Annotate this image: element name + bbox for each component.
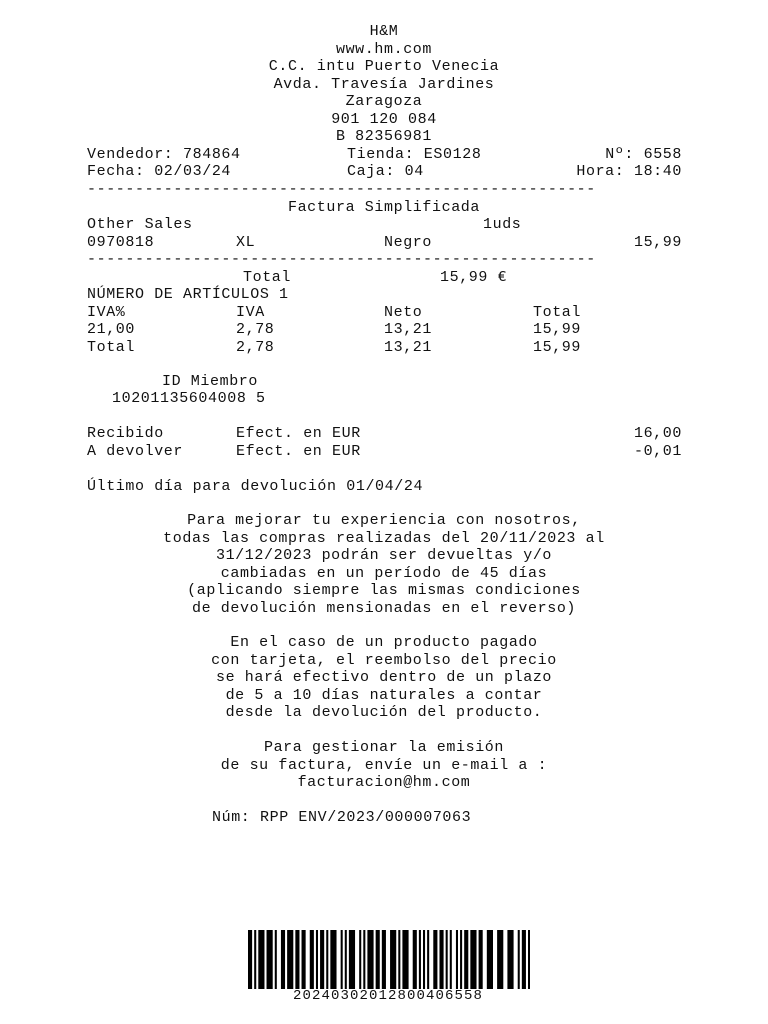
barcode-number: 20240302012800406558 (246, 989, 530, 1003)
barcode-bar (507, 930, 513, 998)
promo-line: Para mejorar tu experiencia con nosotros, (187, 512, 581, 529)
till-number: Caja: 04 (347, 163, 424, 180)
barcode-bar (497, 930, 503, 998)
promo-line: cambiadas en un período de 45 días (220, 565, 548, 582)
tax-cell: 2,78 (236, 339, 275, 356)
receipt-number: Nº: 6558 (605, 146, 682, 163)
change-label: A devolver (87, 443, 184, 460)
tax-cell: 21,00 (87, 321, 136, 338)
item-category: Other Sales (87, 216, 193, 233)
item-size: XL (236, 234, 256, 251)
seller-id: Vendedor: 784864 (87, 146, 241, 163)
tax-cell: 15,99 (533, 339, 582, 356)
change-amount: -0,01 (633, 443, 682, 460)
received-label: Recibido (87, 425, 164, 442)
tax-header-vat: IVA (236, 304, 265, 321)
store-name: C.C. intu Puerto Venecia (268, 58, 500, 75)
received-method: Efect. en EUR (236, 425, 361, 442)
item-color: Negro (384, 234, 433, 251)
received-amount: 16,00 (633, 425, 682, 442)
invoice-line: de su factura, envíe un e-mail a : (220, 757, 548, 774)
refund-line: con tarjeta, el reembolso del precio (211, 652, 557, 669)
tax-header-total: Total (533, 304, 582, 321)
refund-line: desde la devolución del producto. (225, 704, 543, 721)
tax-cell: Total (87, 339, 136, 356)
promo-line: (aplicando siempre las mismas condiciones (187, 582, 581, 599)
total-label: Total (243, 269, 292, 286)
store-website: www.hm.com (335, 41, 432, 58)
tax-cell: 2,78 (236, 321, 275, 338)
invoice-title: Factura Simplificada (287, 199, 481, 216)
article-count: NÚMERO DE ARTÍCULOS 1 (87, 286, 289, 303)
barcode-bar (522, 930, 526, 998)
promo-line: 31/12/2023 podrán ser devueltas y/o (215, 547, 553, 564)
barcode-bar (487, 930, 493, 998)
barcode-bar (267, 930, 273, 998)
return-deadline: Último día para devolución 01/04/24 (87, 478, 424, 495)
separator: ----------------------------------------------------- (87, 251, 596, 268)
tax-header-net: Neto (384, 304, 423, 321)
tax-cell: 15,99 (533, 321, 582, 338)
store-city: Zaragoza (345, 93, 423, 110)
barcode-bar (248, 930, 252, 998)
refund-line: En el caso de un producto pagado (230, 634, 538, 651)
barcode-bar (254, 930, 256, 998)
promo-line: todas las compras realizadas del 20/11/2023 al (163, 530, 605, 547)
brand-name: H&M (369, 23, 399, 40)
store-address: Avda. Travesía Jardines (273, 76, 495, 93)
barcode-bar (528, 930, 530, 998)
tax-cell: 13,21 (384, 321, 433, 338)
member-id: 10201135604008 5 (112, 390, 266, 407)
barcode-bar (258, 930, 264, 998)
reference-number: Núm: RPP ENV/2023/000007063 (212, 809, 472, 826)
tax-cell: 13,21 (384, 339, 433, 356)
receipt-time: Hora: 18:40 (576, 163, 682, 180)
refund-line: de 5 a 10 días naturales a contar (225, 687, 543, 704)
receipt-date: Fecha: 02/03/24 (87, 163, 232, 180)
invoice-line: Para gestionar la emisión (263, 739, 505, 756)
member-label: ID Miembro (162, 373, 259, 390)
barcode-bar (518, 930, 520, 998)
total-amount: 15,99 € (440, 269, 508, 286)
invoice-email: facturacion@hm.com (297, 774, 471, 791)
barcode-bar (275, 930, 277, 998)
refund-line: se hará efectivo dentro de un plazo (215, 669, 553, 686)
promo-line: de devolución mensionadas en el reverso) (191, 600, 577, 617)
change-method: Efect. en EUR (236, 443, 361, 460)
separator: ----------------------------------------------------- (87, 181, 596, 198)
item-code: 0970818 (87, 234, 155, 251)
barcode-bar (281, 930, 285, 998)
item-units: 1uds (483, 216, 522, 233)
store-phone: 901 120 084 (331, 111, 437, 128)
item-price: 15,99 (633, 234, 682, 251)
store-code: Tienda: ES0128 (347, 146, 482, 163)
tax-header-rate: IVA% (87, 304, 126, 321)
store-tax-id: B 82356981 (335, 128, 432, 145)
